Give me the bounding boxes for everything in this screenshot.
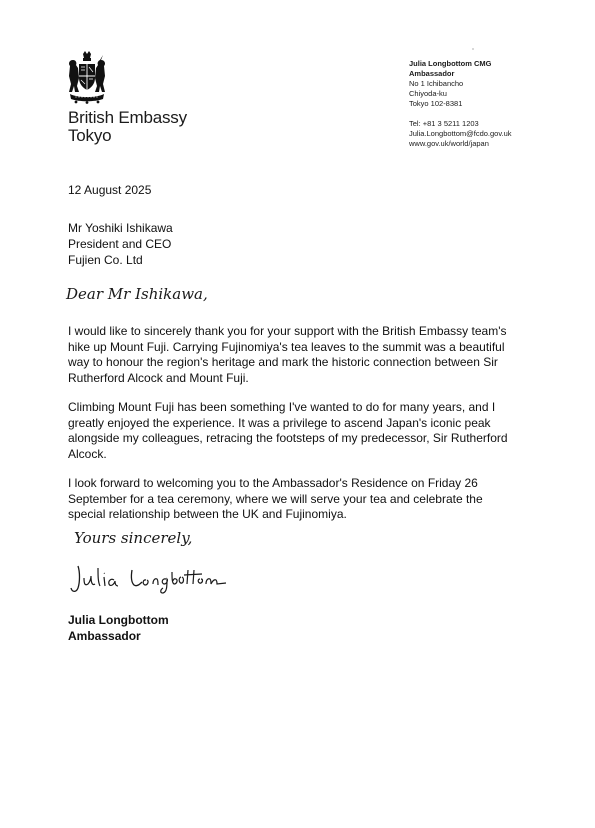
handwritten-closing [72, 523, 222, 553]
signoff-block [68, 613, 169, 644]
handwritten-signature [70, 562, 230, 596]
closing-text: Yours sincerely, [74, 529, 193, 547]
sender-email: Julia.Longbottom@fcdo.gov.uk [409, 129, 512, 138]
recipient-block [68, 220, 173, 268]
handwritten-salutation [64, 280, 234, 306]
sender-address-line-3: Tokyo 102-8381 [409, 99, 463, 108]
scan-speck [472, 48, 474, 50]
sender-website: www.gov.uk/world/japan [409, 139, 489, 148]
sender-address-line-2: Chiyoda-ku [409, 89, 447, 98]
salutation-text: Dear Mr Ishikawa, [66, 285, 208, 303]
organisation-line-2: Tokyo [68, 126, 112, 145]
organisation-name [68, 109, 187, 145]
body-paragraph-3: I look forward to welcoming you to the Ambassador's Residence on Friday 26 September for a tea ceremony, where we will serve your tea and celebrate the special relationship between the UK and Fujinomiya. [68, 476, 483, 521]
royal-coat-of-arms-icon [66, 50, 108, 104]
sender-telephone: Tel: +81 3 5211 1203 [409, 119, 479, 128]
sender-block [409, 59, 512, 149]
body-paragraph-1: I would like to sincerely thank you for your support with the British Embassy team's hike up Mount Fuji. Carrying Fujinomiya's tea leaves to the summit was a beautiful way to honour the region's heritage and mark the historic connection between Sir Rutherford Alcock and Mount Fuji. [68, 324, 507, 385]
recipient-position: President and CEO [68, 237, 172, 251]
organisation-line-1: British Embassy [68, 108, 187, 127]
recipient-name: Mr Yoshiki Ishikawa [68, 221, 173, 235]
sender-title: Ambassador [409, 69, 455, 78]
signoff-name: Julia Longbottom [68, 613, 169, 627]
signoff-title: Ambassador [68, 628, 141, 643]
letter-body [68, 324, 508, 537]
sender-name: Julia Longbottom CMG [409, 59, 492, 68]
body-paragraph-2: Climbing Mount Fuji has been something I've wanted to do for many years, and I greatly enjoyed the experience. It was a privilege to ascend Japan's iconic peak alongside my colleagues, retracing the footsteps of my predecessor, Sir Rutherford Alcock. [68, 400, 508, 461]
sender-address-line-1: No 1 Ichibancho [409, 79, 464, 88]
recipient-company: Fujien Co. Ltd [68, 253, 143, 267]
letter-date: 12 August 2025 [68, 183, 152, 197]
